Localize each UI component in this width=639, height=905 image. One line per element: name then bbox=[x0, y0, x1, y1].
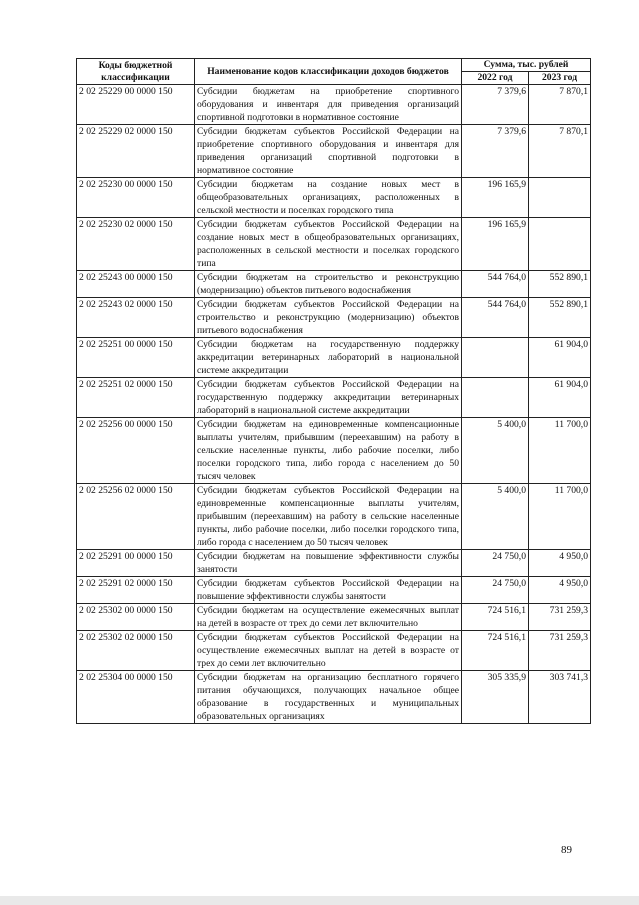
header-year-2023: 2023 год bbox=[529, 72, 591, 85]
scan-edge-strip bbox=[0, 896, 639, 905]
table-row bbox=[77, 631, 591, 671]
cell-sum-2022: 24 750,0 bbox=[462, 577, 529, 604]
cell-sum-2023: 731 259,3 bbox=[529, 631, 591, 671]
page-number: 89 bbox=[561, 844, 572, 856]
table-row bbox=[77, 85, 591, 125]
cell-sum-2022 bbox=[462, 338, 529, 378]
table-row bbox=[77, 577, 591, 604]
cell-sum-2022 bbox=[462, 378, 529, 418]
cell-sum-2023: 61 904,0 bbox=[529, 338, 591, 378]
cell-name: Субсидии бюджетам субъектов Российской Федерации на создание новых мест в общеобразовательных организациях, расположенных в сельской местности и поселках городского типа bbox=[195, 218, 462, 271]
table-row bbox=[77, 484, 591, 550]
table-row bbox=[77, 378, 591, 418]
table-row bbox=[77, 218, 591, 271]
cell-name: Субсидии бюджетам субъектов Российской Федерации на единовременные компенсационные выплаты учителям, прибывшим (переехавшим) на работу в сельские населенные пункты, либо рабочие поселки, либо поселки городского типа, либо города с населением до 50 тысяч человек bbox=[195, 484, 462, 550]
cell-sum-2023: 731 259,3 bbox=[529, 604, 591, 631]
cell-name: Субсидии бюджетам на повышение эффективности службы занятости bbox=[195, 550, 462, 577]
cell-name: Субсидии бюджетам субъектов Российской Федерации на строительство и реконструкцию (модернизацию) объектов питьевого водоснабжения bbox=[195, 298, 462, 338]
cell-code: 2 02 25291 02 0000 150 bbox=[77, 577, 195, 604]
cell-name: Субсидии бюджетам субъектов Российской Федерации на осуществление ежемесячных выплат на детей в возрасте от трех до семи лет включительно bbox=[195, 631, 462, 671]
cell-code: 2 02 25243 00 0000 150 bbox=[77, 271, 195, 298]
table-row bbox=[77, 271, 591, 298]
table-row bbox=[77, 604, 591, 631]
cell-code: 2 02 25251 00 0000 150 bbox=[77, 338, 195, 378]
cell-sum-2022: 724 516,1 bbox=[462, 604, 529, 631]
table-row bbox=[77, 298, 591, 338]
table-row bbox=[77, 125, 591, 178]
cell-sum-2023: 4 950,0 bbox=[529, 550, 591, 577]
table-row bbox=[77, 178, 591, 218]
cell-sum-2023: 11 700,0 bbox=[529, 418, 591, 484]
cell-sum-2022: 196 165,9 bbox=[462, 218, 529, 271]
cell-sum-2022: 7 379,6 bbox=[462, 125, 529, 178]
cell-name: Субсидии бюджетам субъектов Российской Федерации на повышение эффективности службы занятости bbox=[195, 577, 462, 604]
cell-sum-2022: 544 764,0 bbox=[462, 271, 529, 298]
cell-code: 2 02 25256 00 0000 150 bbox=[77, 418, 195, 484]
cell-code: 2 02 25243 02 0000 150 bbox=[77, 298, 195, 338]
cell-sum-2022: 544 764,0 bbox=[462, 298, 529, 338]
header-name-column: Наименование кодов классификации доходов бюджетов bbox=[195, 59, 462, 85]
cell-code: 2 02 25256 02 0000 150 bbox=[77, 484, 195, 550]
cell-name: Субсидии бюджетам на создание новых мест в общеобразовательных организациях, расположенных в сельской местности и поселках городского типа bbox=[195, 178, 462, 218]
table-row bbox=[77, 550, 591, 577]
cell-code: 2 02 25304 00 0000 150 bbox=[77, 671, 195, 724]
cell-sum-2023: 303 741,3 bbox=[529, 671, 591, 724]
cell-sum-2023: 552 890,1 bbox=[529, 298, 591, 338]
table-row bbox=[77, 671, 591, 724]
table-body bbox=[77, 85, 591, 724]
cell-name: Субсидии бюджетам на приобретение спортивного оборудования и инвентаря для приведения организаций спортивной подготовки в нормативное состояние bbox=[195, 85, 462, 125]
cell-sum-2022: 305 335,9 bbox=[462, 671, 529, 724]
cell-code: 2 02 25229 00 0000 150 bbox=[77, 85, 195, 125]
cell-code: 2 02 25251 02 0000 150 bbox=[77, 378, 195, 418]
header-year-2022: 2022 год bbox=[462, 72, 529, 85]
cell-sum-2022: 724 516,1 bbox=[462, 631, 529, 671]
cell-sum-2022: 24 750,0 bbox=[462, 550, 529, 577]
cell-sum-2023: 4 950,0 bbox=[529, 577, 591, 604]
table-header bbox=[77, 59, 591, 85]
cell-sum-2023 bbox=[529, 178, 591, 218]
cell-code: 2 02 25291 00 0000 150 bbox=[77, 550, 195, 577]
cell-sum-2023 bbox=[529, 218, 591, 271]
cell-code: 2 02 25302 00 0000 150 bbox=[77, 604, 195, 631]
header-sum-column: Сумма, тыс. рублей bbox=[462, 59, 591, 72]
header-code-column: Коды бюджетной классификации bbox=[77, 59, 195, 85]
cell-code: 2 02 25230 02 0000 150 bbox=[77, 218, 195, 271]
cell-sum-2022: 5 400,0 bbox=[462, 484, 529, 550]
cell-name: Субсидии бюджетам на организацию бесплатного горячего питания обучающихся, получающих начальное общее образование в государственных и муниципальных образовательных организациях bbox=[195, 671, 462, 724]
cell-sum-2023: 552 890,1 bbox=[529, 271, 591, 298]
cell-code: 2 02 25229 02 0000 150 bbox=[77, 125, 195, 178]
budget-revenue-table bbox=[76, 58, 591, 724]
cell-name: Субсидии бюджетам на государственную поддержку аккредитации ветеринарных лабораторий в национальной системе аккредитации bbox=[195, 338, 462, 378]
cell-name: Субсидии бюджетам субъектов Российской Федерации на государственную поддержку аккредитации ветеринарных лабораторий в национальной системе аккредитации bbox=[195, 378, 462, 418]
cell-sum-2023: 7 870,1 bbox=[529, 125, 591, 178]
table-row bbox=[77, 338, 591, 378]
cell-code: 2 02 25302 02 0000 150 bbox=[77, 631, 195, 671]
cell-sum-2022: 196 165,9 bbox=[462, 178, 529, 218]
cell-name: Субсидии бюджетам на осуществление ежемесячных выплат на детей в возрасте от трех до семи лет включительно bbox=[195, 604, 462, 631]
cell-sum-2023: 11 700,0 bbox=[529, 484, 591, 550]
cell-sum-2022: 7 379,6 bbox=[462, 85, 529, 125]
cell-sum-2022: 5 400,0 bbox=[462, 418, 529, 484]
cell-sum-2023: 7 870,1 bbox=[529, 85, 591, 125]
cell-sum-2023: 61 904,0 bbox=[529, 378, 591, 418]
cell-name: Субсидии бюджетам на единовременные компенсационные выплаты учителям, прибывшим (переехавшим) на работу в сельские населенные пункты, либо рабочие поселки, либо поселки городского типа, либо города с населением до 50 тысяч человек bbox=[195, 418, 462, 484]
cell-name: Субсидии бюджетам на строительство и реконструкцию (модернизацию) объектов питьевого водоснабжения bbox=[195, 271, 462, 298]
table-row bbox=[77, 418, 591, 484]
cell-name: Субсидии бюджетам субъектов Российской Федерации на приобретение спортивного оборудования и инвентаря для приведения организаций спортивной подготовки в нормативное состояние bbox=[195, 125, 462, 178]
cell-code: 2 02 25230 00 0000 150 bbox=[77, 178, 195, 218]
